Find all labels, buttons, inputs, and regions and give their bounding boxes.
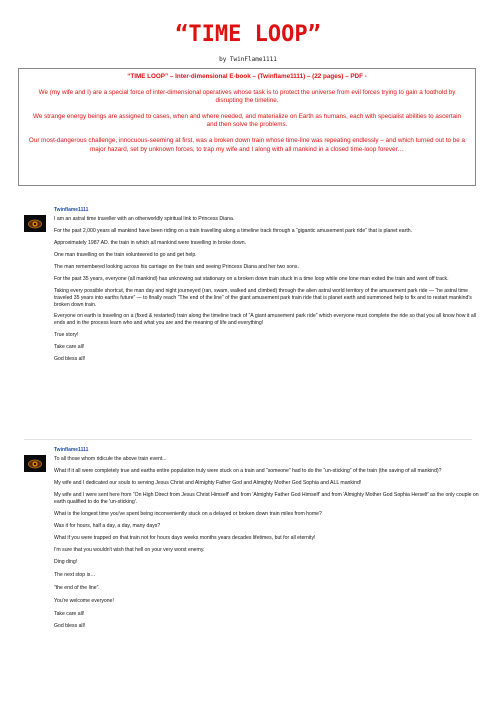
post-paragraph: Ding ding! <box>54 559 78 566</box>
eye-icon <box>28 459 42 469</box>
post-paragraph: For the past 35 years, everyone (all mankind) has unknowing sat stationary on a broken down train stuck in a time loop while one lone man exited the train and went off track. <box>54 275 449 282</box>
intro-paragraph: We strange energy beings are assigned to cases, when and where needed, and materialize on Earth as humans, each with specialist abilities to ascertain and then solve the problems. <box>33 112 461 129</box>
post-paragraph: One man travelling on the train volunteered to go and get help. <box>54 251 197 258</box>
avatar[interactable] <box>24 455 46 472</box>
post-body <box>54 216 484 363</box>
intro-paragraph: We (my wife and I) are a special force of inter-dimensional operatives whose task is to protect the universe from evil forces trying to gain a foothold by disrupting the timeline. <box>38 88 456 105</box>
post-body <box>54 456 484 629</box>
intro-paragraph: Our most-dangerous challenge, innocuous-seeming at first, was a broken down train whose time-line was repeating endlessly – and which turned out to be a major hazard, set by unknown forces, to trap my wife and I along with all mankind in a closed time-loop forever… <box>28 136 466 153</box>
post-paragraph: God bless all! <box>54 356 86 363</box>
post-paragraph: Take care all! <box>54 344 85 351</box>
post-paragraph: For the past 2,000 years all mankind have been riding on a train travelling along a timeline track through a “gigantic amusement park ride” that is planet earth. <box>54 227 413 234</box>
post-paragraph: What if you were trapped on that train not for hours days weeks months years decades lifetimes, but for all eternity! <box>54 534 316 541</box>
post-paragraph: The next stop is… <box>54 572 96 579</box>
post-paragraph: Taking every possible shortcut, the man day and night journeyed (ran, swam, walked and climbed) through the alien astral world territory of the amusement park ride — “he astral time traveled 35 years into earths future” — to finally reach “The end of the line” of the giant amusement park train ride that is planet earth and summoned help to fix and to restart mankind's broken down train. <box>54 287 472 308</box>
post-paragraph: True story! <box>54 332 79 339</box>
post-paragraph: Approximately 1987 AD. the train in which all mankind were travelling in broke down. <box>54 239 247 246</box>
post-paragraph: What is the longest time you've spent being inconveniently stuck on a delayed or broken down train miles from home? <box>54 510 322 517</box>
intro-headline: “TIME LOOP” – Inter-dimensional E-book – (Twinflame1111) – (22 pages) – PDF - <box>127 73 367 80</box>
byline: by TwinFlame1111 <box>219 56 277 63</box>
post-paragraph: I am an astral time traveller with an otherworldly spiritual link to Princess Diana. <box>54 216 235 222</box>
post-paragraph: My wife and I were sent here from “On High Direct from Jesus Christ Himself' and from 'Almighty Father God Himself' and from 'Almighty Mother God Sophia Herself' as the only couple on earth qualified to do the 'un-sticking'. <box>54 491 479 505</box>
document-title: “TIME LOOP” <box>175 22 321 47</box>
post-paragraph: Everyone on earth is traveling on a (fixed & restarted) train along the timeline track of “A giant amusement park ride” which everyone must complete the ride so that you all know how it all ends and in the process learn who and what you are and the meaning of life and everything! <box>54 313 477 327</box>
post-paragraph: Was it for hours, half a day, a day, many days? <box>54 522 161 529</box>
post-author[interactable]: Twinflame1111 <box>54 207 89 213</box>
post-paragraph: I'm sure that you wouldn't wish that hell on your very worst enemy. <box>54 546 205 553</box>
avatar[interactable] <box>24 215 46 232</box>
post-paragraph: To all those whom ridicule the above train event... <box>54 456 167 462</box>
post <box>24 207 484 368</box>
intro-box <box>18 68 476 186</box>
post-paragraph: My wife and I dedicated our souls to serving Jesus Christ and Almighty Father God and Almighty Mother God Sophia and ALL mankind! <box>54 479 362 486</box>
post-paragraph: What if it all were completely true and earths entire population truly were stuck on a train and “someone” had to do the “un-sticking” of the train (the saving of all mankind)? <box>54 467 442 474</box>
post-paragraph: “the end of the line”. <box>54 585 100 592</box>
post-divider <box>24 439 472 440</box>
post-paragraph: Take care all! <box>54 610 85 617</box>
post-author[interactable]: Twinflame1111 <box>54 447 89 453</box>
post-paragraph: God bless all! <box>54 622 86 629</box>
post-paragraph: You're welcome everyone! <box>54 597 114 604</box>
eye-icon <box>28 219 42 229</box>
post-paragraph: The man remembered looking across his carriage on the train and seeing Princess Diana and her two sons. <box>54 263 299 270</box>
post <box>24 447 484 635</box>
